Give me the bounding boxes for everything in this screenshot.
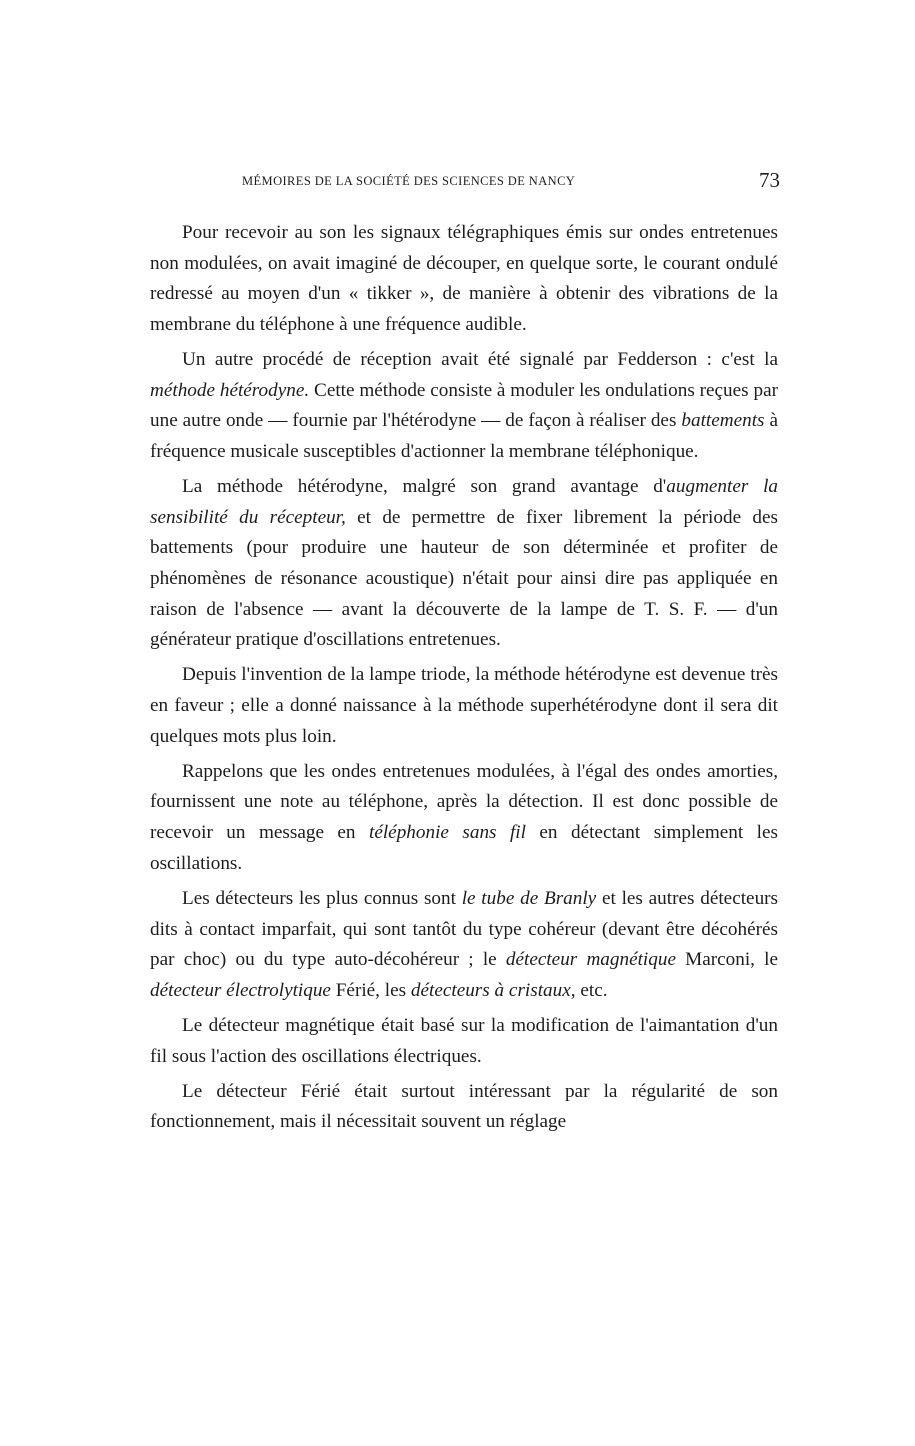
text-run: en détectant simplement les oscillations. [150,822,778,874]
italic-text-run: détecteur électrolytique [150,979,331,1001]
italic-text-run: détecteur magnétique [505,949,676,971]
italic-text-run: téléphonie sans fil [369,822,526,844]
paragraph [150,660,778,752]
text-run: Rappelons que les ondes entretenues modulées, à l'égal des ondes amorties, fournissent une note au téléphone, après la détection. Il est donc possible de recevoir un message en [150,760,778,844]
text-run: et les autres détecteurs dits à contact imparfait, qui sont tantôt du type cohéreur (devant être décohérés par choc) ou du type auto-décohéreur ; le [150,887,779,971]
paragraph [150,472,778,656]
body-text [150,218,778,1138]
text-run: Depuis l'invention de la lampe triode, la méthode hétérodyne est devenue très en faveur ; elle a donné naissance à la méthode superhétérodyne dont il sera dit quelques mots plus loin. [150,664,778,747]
paragraph [150,884,778,1006]
text-run: et de permettre de fixer librement la période des battements (pour produire une hauteur de son déterminée et profiter de phénomènes de résonance acoustique) n'était pour ainsi dire pas appliquée en raison de l'absence — avant la découverte de la lampe de T. S. F. — d'un générateur pratique d'oscillations entretenues. [150,506,778,651]
text-run: La méthode hétérodyne, malgré son grand avantage d' [182,476,667,498]
italic-text-run: méthode hétérodyne. [150,379,310,401]
italic-text-run: détecteurs à cristaux, [410,979,576,1001]
text-run: Un autre procédé de réception avait été signalé par Fedderson : c'est la [182,349,778,371]
paragraph [150,1011,778,1072]
running-title: MÉMOIRES DE LA SOCIÉTÉ DES SCIENCES DE NANCY [242,174,576,188]
text-run: Le détecteur Férié était surtout intéressant par la régularité de son fonctionnement, mais il nécessitait souvent un réglage [150,1080,778,1133]
paragraph [150,1077,778,1138]
text-run: à fréquence musicale susceptibles d'actionner la membrane téléphonique. [150,410,778,462]
running-head [150,168,780,198]
text-run: Cette méthode consiste à moduler les ondulations reçues par une autre onde — fournie par l'hétérodyne — de façon à réaliser des [150,379,778,432]
paragraph [150,757,778,879]
italic-text-run: le tube de Branly [461,887,597,909]
text-run: Marconi, le [675,949,778,971]
italic-text-run: battements [681,410,765,432]
page-number: 73 [759,168,780,192]
text-run: Férié, les [330,979,411,1001]
paragraph [150,218,778,340]
text-run: etc. [575,979,608,1001]
text-run: Pour recevoir au son les signaux télégraphiques émis sur ondes entretenues non modulées, on avait imaginé de découper, en quelque sorte, le courant ondulé redressé au moyen d'un « tikker », de manière à obtenir des vibrations de la membrane du téléphone à une fréquence audible. [150,222,778,335]
text-run: Le détecteur magnétique était basé sur la modification de l'aimantation d'un fil sous l'action des oscillations électriques. [150,1014,778,1067]
paragraph [150,345,778,467]
text-run: Les détecteurs les plus connus sont [182,887,462,909]
italic-text-run: augmenter la sensibilité du récepteur, [150,476,778,528]
